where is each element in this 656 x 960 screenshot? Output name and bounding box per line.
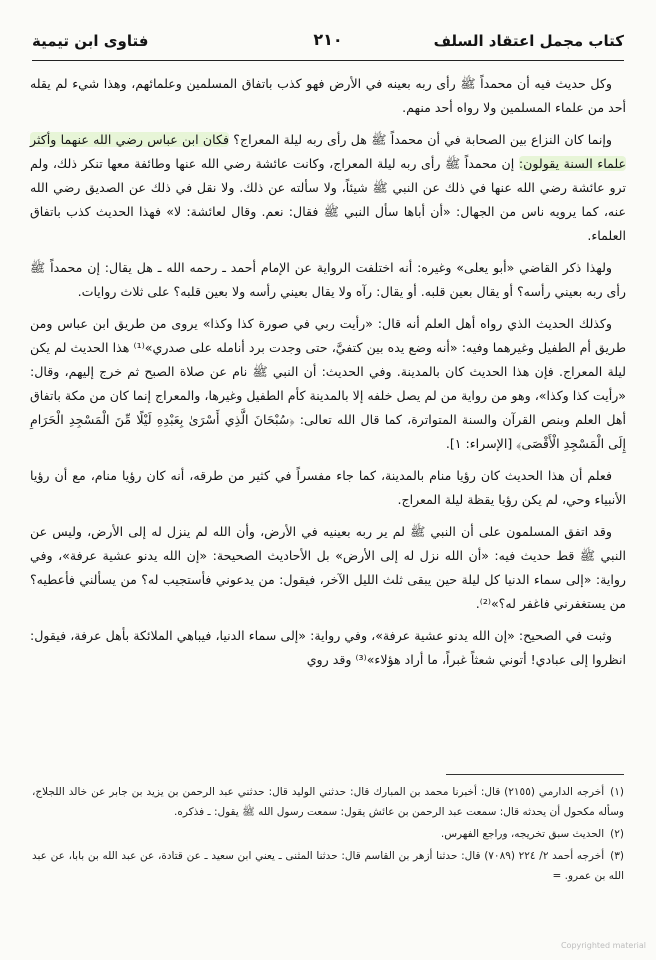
paragraph-2: وإنما كان النزاع بين الصحابة في أن محمداً ﷺ هل رأى ربه ليلة المعراج؟ فكان ابن عباس رضي الله عنهما وأكثر علماء السنة يقولون: إن محمداً ﷺ رأى ربه ليلة المعراج، وكانت عائشة رضي الله عنها وطائفة معها تنكر ذلك، ولم ترو عائشة رضي الله عنها في ذلك عن النبي ﷺ شيئاً، ولا سألته عن ذلك. ولا نقل في ذلك عن الصديق رضي الله عنه، كما يرويه ناس من الجهال: «أن أباها سأل النبي ﷺ فقال: نعم. وقال لعائشة: لا» فهذا الحديث كذب باتفاق العلماء. xyxy=(30,132,627,243)
page-header xyxy=(26,30,630,60)
footnote-divider xyxy=(446,774,624,775)
paragraph-7: وثبت في الصحيح: «إن الله يدنو عشية عرفة»، وفي رواية: «إلى سماء الدنيا، فيباهي الملائكة بأهل عرفة، فيقول: انظروا إلى عبادي! أتوني شعثاً غبراً، ما أراد هؤلاء»⁽³⁾ وقد روي xyxy=(30,628,626,667)
paragraph-4: وكذلك الحديث الذي رواه أهل العلم أنه قال: «رأيت ربي في صورة كذا وكذا» يروى من طريق ابن عباس ومن طريق أم الطفيل وغيرهما وفيه: «أنه وضع يده بين كتفيَّ، حتى وجدت برد أنامله على صدري»⁽¹⁾ هذا الحديث لم يكن ليلة المعراج. فإن هذا الحديث كان بالمدينة. وفي الحديث: أن النبي ﷺ نام عن صلاة الصبح ثم خرج إليهم، وقال: «رأيت كذا وكذا»، وهو من رواية من لم يصل خلفه إلا بالمدينة كأم الطفيل وغيرها، والمعراج إنما كان من مكة باتفاق أهل العلم وبنص القرآن والسنة المتواترة، كما قال الله تعالى: ﴿سُبْحَانَ الَّذِي أَسْرَىٰ بِعَبْدِهِ لَيْلًا مِّنَ الْمَسْجِدِ الْحَرَامِ إِلَى الْمَسْجِدِ الْأَقْصَى﴾ [الإسراء: ١]. xyxy=(30,316,626,451)
header-divider xyxy=(32,60,624,61)
footnote xyxy=(32,824,624,844)
footnotes xyxy=(32,782,624,888)
paragraph-6: وقد اتفق المسلمون على أن النبي ﷺ لم ير ربه بعينيه في الأرض، وأن الله لم ينزل له إلى الأرض، وليس عن النبي ﷺ قط حديث فيه: «أن الله نزل له إلى الأرض» بل الأحاديث الصحيحة: «إن الله يدنو عشية عرفة»، وفي رواية: «إلى سماء الدنيا كل ليلة حين يبقى ثلث الليل الآخر، فيقول: من يدعوني فأستجيب له؟ من يسألني فأعطيه؟ من يستغفرني فاغفر له؟»⁽²⁾. xyxy=(30,524,626,611)
footnote-number: (٢) xyxy=(610,828,624,840)
footnote xyxy=(32,782,624,822)
footnote-text: أخرجه الدارمي (٢١٥٥) قال: أخبرنا محمد بن المبارك قال: حدثني الوليد قال: حدثني عبد الرحمن بن يزيد بن جابر عن خالد اللجلاج، وسأله مكحول أن يحدثه قال: سمعت عبد الرحمن بن عائش يقول: سمعت رسول الله ﷺ يقول: ـ فذكره. xyxy=(32,786,624,818)
footnote-text: أخرجه أحمد ٢/ ٢٢٤ (٧٠٨٩) قال: حدثنا أزهر بن القاسم قال: حدثنا المثنى ـ يعني ابن سعيد ـ عن قتادة، عن عبد الله بن بابا، عن عبد الله بن عمرو. = xyxy=(32,850,624,882)
book-title: فتاوى ابن تيمية xyxy=(32,32,149,50)
page-number: ٢١٠ xyxy=(313,30,343,49)
paragraph-5: فعلم أن هذا الحديث كان رؤيا منام بالمدينة، كما جاء مفسراً في كثير من طرقه، أنه كان رؤيا منام، مع أن رؤيا الأنبياء وحي، لم يكن رؤيا يقظة ليلة المعراج. xyxy=(30,468,626,507)
footnote-text: الحديث سبق تخريجه، وراجع الفهرس. xyxy=(440,828,605,840)
main-text xyxy=(30,72,626,680)
paragraph-1: وكل حديث فيه أن محمداً ﷺ رأى ربه بعينه في الأرض فهو كذب باتفاق المسلمين وعلمائهم، وهذا شيء لم يقله أحد من علماء المسلمين ولا رواه أحد منهم. xyxy=(30,76,626,115)
footnote xyxy=(32,846,624,886)
copyright-watermark: Copyrighted material xyxy=(560,941,646,950)
footnote-number: (٣) xyxy=(610,850,624,862)
paragraph-3: ولهذا ذكر القاضي «أبو يعلى» وغيره: أنه اختلفت الرواية عن الإمام أحمد ـ رحمه الله ـ هل يقال: إن محمداً ﷺ رأى ربه بعيني رأسه؟ أو يقال بعين قلبه. أو يقال: رآه ولا يقال بعيني رأسه ولا بعين قلبه؟ على ثلاث روايات. xyxy=(30,260,626,299)
footnote-number: (١) xyxy=(610,786,625,798)
highlighted-phrase: فكان ابن عباس رضي الله عنهما وأكثر علماء السنة يقولون: xyxy=(30,132,627,171)
book-section-title: كتاب مجمل اعتقاد السلف xyxy=(433,32,624,50)
